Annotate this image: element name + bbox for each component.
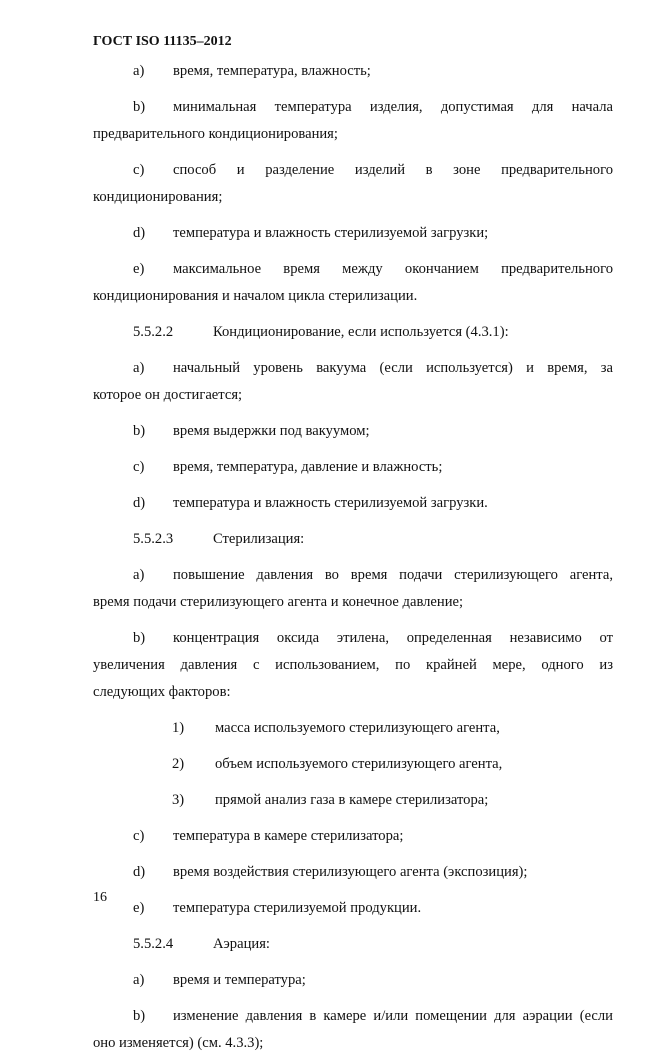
list-item bbox=[93, 157, 613, 184]
list-label: d) bbox=[133, 864, 146, 880]
continuation-line: оно изменяется) (см. 4.3.3); bbox=[93, 1035, 264, 1051]
continuation-line: предварительного кондиционирования; bbox=[93, 126, 338, 142]
list-text: прямой анализ газа в камере стерилизатора; bbox=[215, 792, 489, 808]
list-item bbox=[93, 895, 613, 922]
list-item bbox=[93, 625, 613, 652]
list-label: c) bbox=[133, 459, 145, 475]
list-text: повышение давления во время подачи стерилизующего агента, bbox=[173, 567, 613, 583]
section-heading bbox=[93, 931, 613, 958]
list-text: температура и влажность стерилизуемой загрузки; bbox=[173, 225, 489, 241]
list-item bbox=[93, 220, 613, 247]
list-text: максимальное время между окончанием предварительного bbox=[173, 261, 613, 277]
section-title: Стерилизация: bbox=[213, 531, 305, 547]
list-text: способ и разделение изделий в зоне предварительного bbox=[173, 162, 613, 178]
list-label: c) bbox=[133, 828, 145, 844]
list-text: начальный уровень вакуума (если используется) и время, за bbox=[173, 360, 613, 376]
section-heading bbox=[93, 319, 613, 346]
list-label: a) bbox=[133, 63, 145, 79]
section-number: 5.5.2.4 bbox=[133, 936, 174, 952]
continuation-line: следующих факторов: bbox=[93, 684, 231, 700]
continuation-line: кондиционирования и началом цикла стерилизации. bbox=[93, 288, 418, 304]
list-text: температура стерилизуемой продукции. bbox=[173, 900, 422, 916]
list-label: e) bbox=[133, 261, 145, 277]
list-item bbox=[93, 418, 613, 445]
list-label: e) bbox=[133, 900, 145, 916]
section-number: 5.5.2.3 bbox=[133, 531, 174, 547]
list-text: концентрация оксида этилена, определенная независимо от bbox=[173, 630, 613, 646]
list-text: изменение давления в камере и/или помещении для аэрации (если bbox=[173, 1008, 613, 1024]
list-item bbox=[93, 1003, 613, 1030]
list-text: время и температура; bbox=[173, 972, 306, 988]
list-item bbox=[93, 355, 613, 382]
list-label: a) bbox=[133, 360, 145, 376]
continuation-line: увеличения давления с использованием, по крайней мере, одного из bbox=[93, 657, 613, 673]
list-label: d) bbox=[133, 225, 146, 241]
section-number: 5.5.2.2 bbox=[133, 324, 174, 340]
list-item bbox=[93, 94, 613, 121]
page-number: 16 bbox=[93, 890, 107, 905]
list-item bbox=[93, 256, 613, 283]
list-item bbox=[93, 562, 613, 589]
list-item bbox=[93, 454, 613, 481]
list-item bbox=[93, 58, 613, 85]
list-label: b) bbox=[133, 630, 146, 646]
continuation-line: которое он достигается; bbox=[93, 387, 243, 403]
list-item bbox=[93, 859, 613, 886]
list-text: время воздействия стерилизующего агента (экспозиция); bbox=[173, 864, 528, 880]
list-text: температура и влажность стерилизуемой загрузки. bbox=[173, 495, 488, 511]
page-content bbox=[93, 58, 613, 1057]
section-title: Аэрация: bbox=[213, 936, 270, 952]
list-label: b) bbox=[133, 99, 146, 115]
list-label: 1) bbox=[172, 720, 185, 736]
list-label: a) bbox=[133, 567, 145, 583]
list-label: c) bbox=[133, 162, 145, 178]
document-code-header: ГОСТ ISO 11135–2012 bbox=[93, 34, 232, 49]
list-label: a) bbox=[133, 972, 145, 988]
list-text: температура в камере стерилизатора; bbox=[173, 828, 404, 844]
section-title: Кондиционирование, если используется (4.3.1): bbox=[213, 324, 509, 340]
list-label: 3) bbox=[172, 792, 185, 808]
list-text: время выдержки под вакуумом; bbox=[173, 423, 370, 439]
list-item bbox=[93, 967, 613, 994]
numbered-item bbox=[93, 787, 613, 814]
list-text: время, температура, влажность; bbox=[173, 63, 371, 79]
list-label: 2) bbox=[172, 756, 185, 772]
section-heading bbox=[93, 526, 613, 553]
list-text: объем используемого стерилизующего агента, bbox=[215, 756, 503, 772]
list-label: d) bbox=[133, 495, 146, 511]
list-item bbox=[93, 490, 613, 517]
list-text: время, температура, давление и влажность; bbox=[173, 459, 443, 475]
list-label: b) bbox=[133, 1008, 146, 1024]
list-text: минимальная температура изделия, допустимая для начала bbox=[173, 99, 613, 115]
numbered-item bbox=[93, 751, 613, 778]
numbered-item bbox=[93, 715, 613, 742]
list-label: b) bbox=[133, 423, 146, 439]
continuation-line: время подачи стерилизующего агента и конечное давление; bbox=[93, 594, 464, 610]
list-item bbox=[93, 823, 613, 850]
list-text: масса используемого стерилизующего агента, bbox=[215, 720, 500, 736]
continuation-line: кондиционирования; bbox=[93, 189, 223, 205]
